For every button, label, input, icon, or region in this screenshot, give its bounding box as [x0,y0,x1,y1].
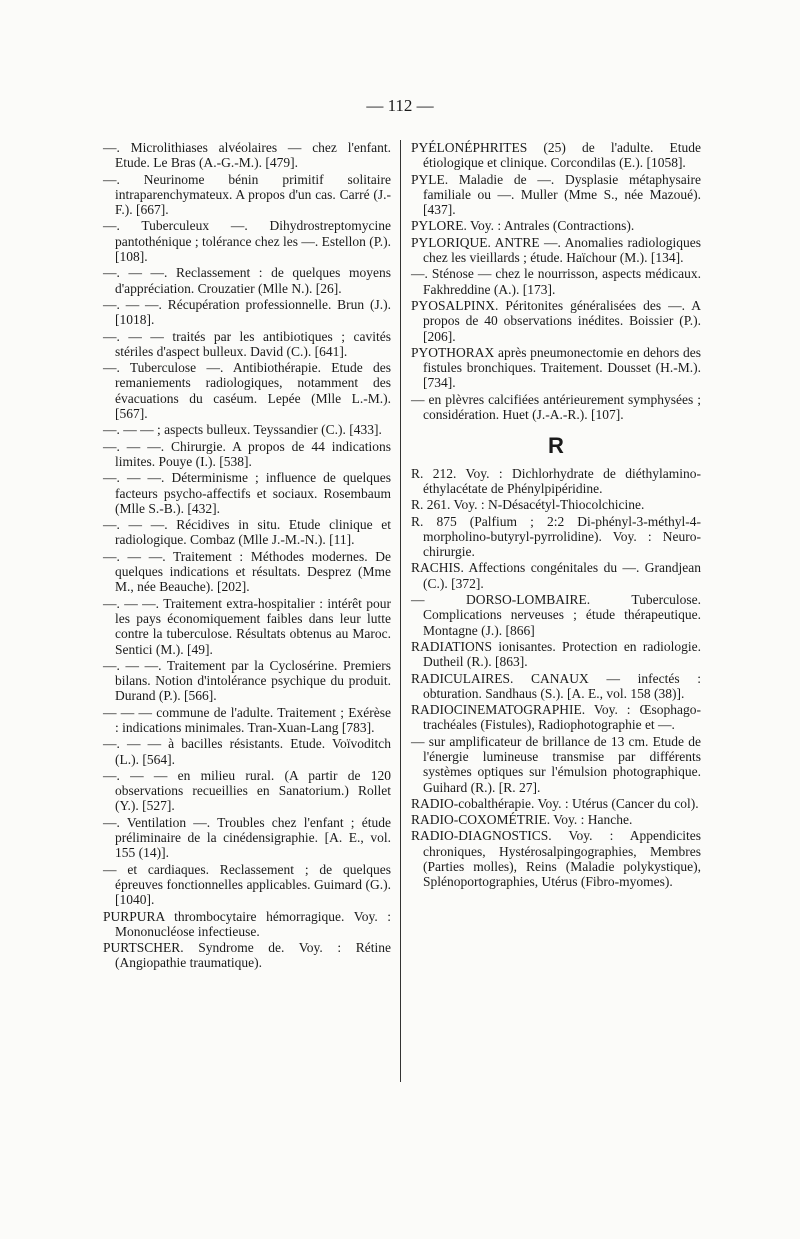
index-entry: — DORSO-LOMBAIRE. Tuberculose. Complications nerveuses ; étude thérapeutique. Montagne (J.). [866] [411,592,701,638]
index-entry: RACHIS. Affections congénitales du —. Grandjean (C.). [372]. [411,560,701,591]
section-letter: R [548,433,564,459]
index-entry: PURTSCHER. Syndrome de. Voy. : Rétine (Angiopathie traumatique). [103,940,391,971]
index-entry: — sur amplificateur de brillance de 13 cm. Etude de l'énergie lumineuse transmise par différents systèmes optiques sur l'émulsion photographique. Guihard (R.). [R. 27]. [411,733,701,795]
column-divider [400,140,401,1082]
index-entry: —. — —. Récupération professionnelle. Brun (J.). [1018]. [103,296,391,328]
index-entry: PYOTHORAX après pneumonectomie en dehors des fistules bronchiques. Traitement. Dousset (H.-M.). [734]. [411,344,701,391]
index-entry: PYÉLONÉPHRITES (25) de l'adulte. Etude étiologique et clinique. Corcondilas (E.). [1058]. [411,140,701,171]
page-number: — 112 — [366,96,434,115]
index-entry: PYOSALPINX. Péritonites généralisées des —. A propos de 40 observations inédites. Boissier (P.). [206]. [411,297,701,344]
left-column [103,140,391,972]
index-entry: —. — — à bacilles résistants. Etude. Voïvoditch (L.). [564]. [103,736,391,767]
index-entry: PYLORE. Voy. : Antrales (Contractions). [411,218,635,234]
index-entry: — en plèvres calcifiées antérieurement symphysées ; considération. Huet (J.-A.-R.). [107]. [411,391,701,423]
right-column [411,140,701,891]
index-entry: R. 875 (Palfium ; 2:2 Di-phényl-3-méthyl-4-morpholino-butyryl-pyrrolidine). Voy. : Neuro-chirurgie. [411,513,701,560]
index-entry: —. — — traités par les antibiotiques ; cavités stériles d'aspect bulleux. David (C.). [641]. [103,328,391,359]
index-entry: RADIOCINEMATOGRAPHIE. Voy. : Œsophago-trachéales (Fistules), Radiophotographie et —. [411,702,701,733]
index-entry: RADIO-COXOMÉTRIE. Voy. : Hanche. [411,812,633,828]
index-entry: RADIATIONS ionisantes. Protection en radiologie. Dutheil (R.). [863]. [411,638,701,670]
index-entry: —. — —. Chirurgie. A propos de 44 indications limites. Pouye (I.). [538]. [103,438,391,469]
index-entry: R. 212. Voy. : Dichlorhydrate de diéthylamino-éthylacétate de Phénylpipéridine. [411,465,701,496]
index-entry: —. Tuberculose —. Antibiothérapie. Etude des remaniements radiologiques, notamment des évacuations du caséum. Lepée (Mlle L.-M.). [567]. [103,360,391,422]
index-entry: — et cardiaques. Reclassement ; de quelques épreuves fonctionnelles applicables. Guimard (G.). [1040]. [103,861,391,908]
index-entry: RADICULAIRES. CANAUX — infectés : obturation. Sandhaus (S.). [A. E., vol. 158 (38)]. [411,670,701,701]
index-entry: —. — — ; aspects bulleux. Teyssandier (C.). [433]. [103,422,382,438]
index-entry: —. Sténose — chez le nourrisson, aspects médicaux. Fakhreddine (A.). [173]. [411,266,701,297]
index-entry: RADIO-cobalthérapie. Voy. : Utérus (Cancer du col). [411,795,699,811]
index-entry: R. 261. Voy. : N-Désacétyl-Thiocolchicine. [411,497,645,513]
index-entry: —. — —. Traitement par la Cyclosérine. Premiers bilans. Notion d'intolérance psychique du produit. Durand (P.). [566]. [103,657,391,704]
index-entry: —. Neurinome bénin primitif solitaire intraparenchymateux. A propos d'un cas. Carré (J.-F.). [667]. [103,171,391,218]
index-entry: — — — commune de l'adulte. Traitement ; Exérèse : indications minimales. Tran-Xuan-Lang [783]. [103,704,391,735]
index-entry: —. — —. Déterminisme ; influence de quelques facteurs psycho-affectifs et sociaux. Rosembaum (Mlle S.-B.). [432]. [103,470,391,516]
index-entry: —. Tuberculeux —. Dihydrostreptomycine pantothénique ; tolérance chez les —. Estellon (P.). [108]. [103,218,391,265]
index-entry: —. — —. Traitement extra-hospitalier : intérêt pour les pays économiquement faibles dans leur lutte contre la tuberculose. Résultats obtenus au Maroc. Sentici (M.). [49]. [103,595,391,657]
index-entry: RADIO-DIAGNOSTICS. Voy. : Appendicites chroniques, Hystérosalpingographies, Membres (Parties molles), Reins (Maladie polykystique), Splénoportographies, Utérus (Fibro-myomes). [411,828,701,890]
index-entry: —. — —. Récidives in situ. Etude clinique et radiologique. Combaz (Mlle J.-M.-N.). [11]. [103,517,391,548]
index-entry: —. — —. Reclassement : de quelques moyens d'appréciation. Crouzatier (Mlle N.). [26]. [103,265,391,296]
index-entry: PURPURA thrombocytaire hémorragique. Voy. : Mononucléose infectieuse. [103,908,391,939]
index-entry: —. Ventilation —. Troubles chez l'enfant ; étude préliminaire de la cinédensigraphie. [A. E., vol. 155 (14)]. [103,814,391,861]
index-entry: PYLORIQUE. ANTRE —. Anomalies radiologiques chez les vieillards ; étude. Haïchour (M.). [134]. [411,234,701,266]
index-entry: —. — — en milieu rural. (A partir de 120 observations recueillies en Sanatorium.) Rollet (Y.). [527]. [103,767,391,814]
index-entry: —. Microlithiases alvéolaires — chez l'enfant. Etude. Le Bras (A.-G.-M.). [479]. [103,140,391,171]
index-entry: —. — —. Traitement : Méthodes modernes. De quelques indications et résultats. Desprez (Mme M., née Beauche). [202]. [103,548,391,595]
index-entry: PYLE. Maladie de —. Dysplasie métaphysaire familiale ou —. Muller (Mme S., née Mazoué). [437]. [411,171,701,218]
